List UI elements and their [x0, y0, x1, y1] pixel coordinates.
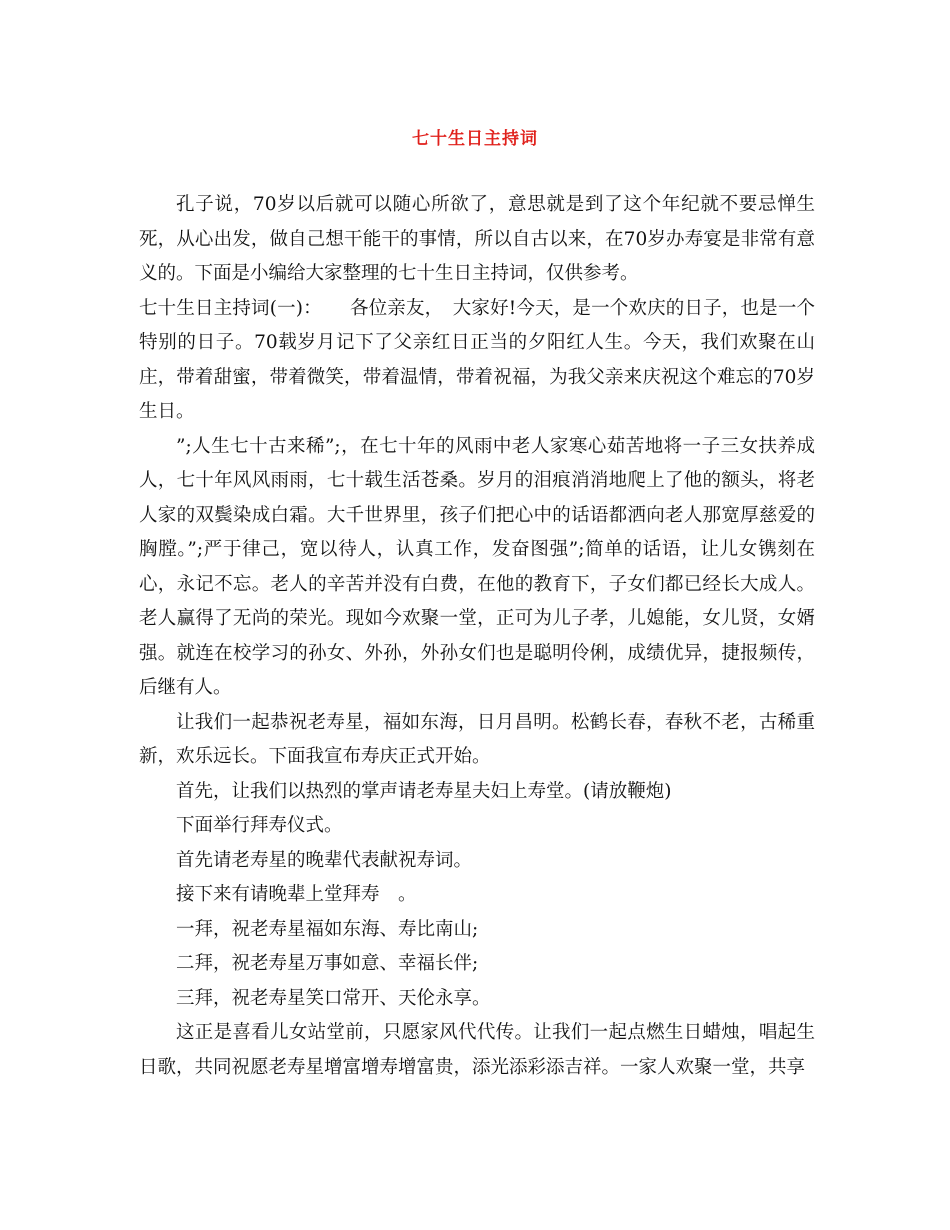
paragraph-life-story: ”;人生七十古来稀”;，在七十年的风雨中老人家寒心茹苦地将一子三女扶养成人，七十年风风雨雨，七十载生活苍桑。岁月的泪痕消消地爬上了他的额头，将老人家的双鬓染成白霜。大千世界里，孩子们把心中的话语都洒向老人那宽厚慈爱的胸膛。”;严于律己，宽以待人，认真工作，发奋图强”;简单的话语，让儿女镌刻在心，永记不忘。老人的辛苦并没有白费，在他的教育下，子女们都已经长大成人。老人赢得了无尚的荣光。现如今欢聚一堂，正可为儿子孝，儿媳能，女儿贤，女婿强。就连在校学习的孙女、外孙，外孙女们也是聪明伶俐，成绩优异，捷报频传，后继有人。 — [139, 435, 815, 698]
document-body — [139, 188, 815, 1085]
paragraph-first-bow: 一拜，祝老寿星福如东海、寿比南山; — [176, 918, 479, 940]
paragraph-second-bow: 二拜，祝老寿星万事如意、幸福长伴; — [176, 953, 479, 974]
paragraph-blessing: 让我们一起恭祝老寿星，福如东海，日月昌明。松鹤长春，春秋不老，古稀重新，欢乐远长。下面我宣布寿庆正式开始。 — [139, 711, 815, 767]
paragraph-intro: 孔子说，70岁以后就可以随心所欲了，意思就是到了这个年纪就不要忌惮生死，从心出发，做自己想干能干的事情，所以自古以来，在70岁办寿宴是非常有意义的。下面是小编给大家整理的七十生日主持词，仅供参考。 — [139, 194, 815, 284]
paragraph-bow-ritual: 下面举行拜寿仪式。 — [176, 815, 343, 836]
paragraph-juniors-bow: 接下来有请晚辈上堂拜寿 。 — [176, 884, 417, 905]
document-title: 七十生日主持词 — [412, 129, 538, 149]
paragraph-birthday-candles: 这正是喜看儿女站堂前，只愿家风代代传。让我们一起点燃生日蜡烛，唱起生日歌，共同祝愿老寿星增富增寿增富贵，添光添彩添吉祥。一家人欢聚一堂，共享 — [139, 1022, 815, 1078]
paragraph-speech-representative: 首先请老寿星的晚辈代表献祝寿词。 — [176, 849, 473, 871]
paragraph-third-bow: 三拜，祝老寿星笑口常开、天伦永享。 — [176, 987, 491, 1009]
paragraph-ceremony-start: 首先，让我们以热烈的掌声请老寿星夫妇上寿堂。(请放鞭炮) — [176, 780, 672, 802]
paragraph-host-speech-opening: 七十生日主持词(一)： 各位亲友， 大家好!今天，是一个欢庆的日子，也是一个特别的日子。70载岁月记下了父亲红日正当的夕阳红人生。今天，我们欢聚在山庄，带着甜蜜，带着微笑，带着温情，带着祝福，为我父亲来庆祝这个难忘的70岁生日。 — [139, 297, 815, 422]
